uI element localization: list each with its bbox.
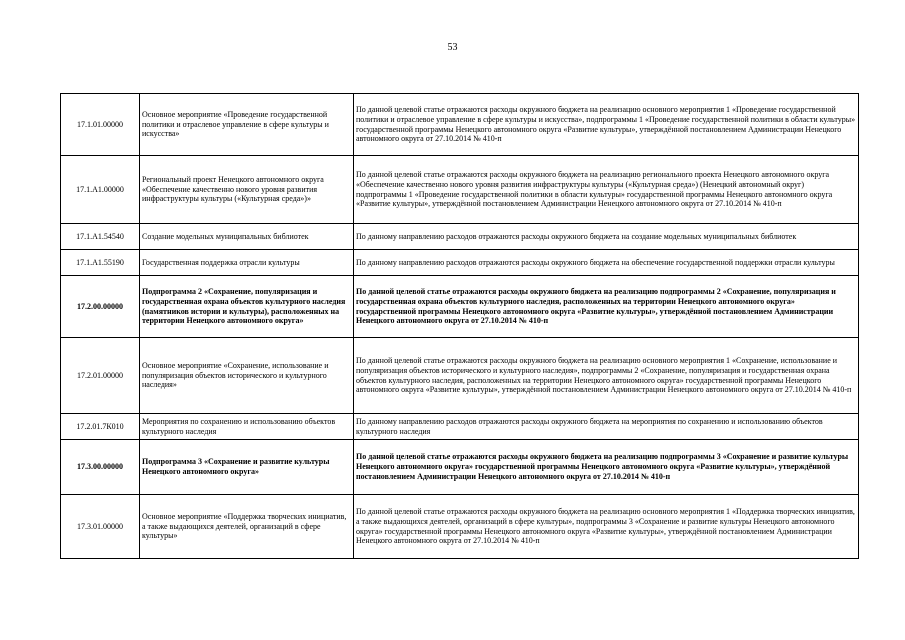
table-row [61,338,859,414]
table-row [61,276,859,338]
row-name: Основное мероприятие «Поддержка творческих инициатив, а также выдающихся деятелей, организаций в сфере культуры» [140,495,354,559]
row-description: По данному направлению расходов отражаются расходы окружного бюджета на создание модельных муниципальных библиотек [354,224,859,250]
row-code: 17.2.01.7К010 [61,414,140,440]
row-description: По данной целевой статье отражаются расходы окружного бюджета на реализацию основного мероприятия 1 «Поддержка творческих инициатив, а также выдающихся деятелей, организаций в сфере культуры», подпрограммы 3 «Сохранение и развитие культуры Ненецкого автономного округа» государственной программы Ненецкого автономного округа «Развитие культуры», утверждённой постановлением Администрации Ненецкого автономного округа от 27.10.2014 № 410-п [354,495,859,559]
row-name: Основное мероприятие «Проведение государственной политики и отраслевое управление в сфере культуры и искусства» [140,94,354,156]
row-code: 17.3.00.00000 [61,440,140,495]
row-description: По данной целевой статье отражаются расходы окружного бюджета на реализацию регионального проекта Ненецкого автономного округа «Обеспечение качественно нового уровня развития инфраструктуры культуры («Культурная среда») (Ненецкий автономный округ) подпрограммы 1 «Проведение государственной политики в области культуры» государственной программы Ненецкого автономного округа «Развитие культуры», утверждённой постановлением Администрации Ненецкого автономного округа от 27.10.2014 № 410-п [354,156,859,224]
row-code: 17.2.01.00000 [61,338,140,414]
row-code: 17.2.00.00000 [61,276,140,338]
row-code: 17.1.A1.55190 [61,250,140,276]
row-name: Мероприятия по сохранению и использованию объектов культурного наследия [140,414,354,440]
table-row [61,94,859,156]
row-name: Подпрограмма 2 «Сохранение, популяризация и государственная охрана объектов культурного наследия (памятников истории и культуры), расположенных на территории Ненецкого автономного округа» [140,276,354,338]
table-row [61,440,859,495]
table-row [61,495,859,559]
row-description: По данной целевой статье отражаются расходы окружного бюджета на реализацию подпрограммы 3 «Сохранение и развитие культуры Ненецкого автономного округа» государственной программы Ненецкого автономного округа «Развитие культуры», утверждённой постановлением Администрации Ненецкого автономного округа от 27.10.2014 № 410-п [354,440,859,495]
budget-classification-table [60,93,859,559]
row-name: Основное мероприятие «Сохранение, использование и популяризация объектов исторического и культурного наследия» [140,338,354,414]
row-description: По данному направлению расходов отражаются расходы окружного бюджета на мероприятия по сохранению и использованию объектов культурного наследия [354,414,859,440]
row-description: По данной целевой статье отражаются расходы окружного бюджета на реализацию основного мероприятия 1 «Проведение государственной политики и отраслевое управление в сфере культуры и искусства», подпрограммы 1 «Проведение государственной политики в области культуры» государственной программы Ненецкого автономного округа «Развитие культуры», утверждённой постановлением Администрации Ненецкого автономного округа от 27.10.2014 № 410-п [354,94,859,156]
row-code: 17.3.01.00000 [61,495,140,559]
row-code: 17.1.A1.54540 [61,224,140,250]
row-name: Подпрограмма 3 «Сохранение и развитие культуры Ненецкого автономного округа» [140,440,354,495]
row-name: Создание модельных муниципальных библиотек [140,224,354,250]
row-description: По данной целевой статье отражаются расходы окружного бюджета на реализацию основного мероприятия 1 «Сохранение, использование и популяризация объектов исторического и культурного наследия», подпрограммы 2 «Сохранение, популяризация и государственная охрана объектов культурного наследия, расположенных на территории Ненецкого автономного округа» государственной программы Ненецкого автономного округа «Развитие культуры», утверждённой постановлением Администрации Ненецкого автономного округа от 27.10.2014 № 410-п [354,338,859,414]
row-code: 17.1.01.00000 [61,94,140,156]
row-name: Региональный проект Ненецкого автономного округа «Обеспечение качественно нового уровня развития инфраструктуры культуры («Культурная среда»)» [140,156,354,224]
table-row [61,414,859,440]
table-row [61,224,859,250]
table-row [61,250,859,276]
page-number: 53 [447,42,458,53]
table-row [61,156,859,224]
row-code: 17.1.A1.00000 [61,156,140,224]
row-name: Государственная поддержка отрасли культуры [140,250,354,276]
row-description: По данному направлению расходов отражаются расходы окружного бюджета на обеспечение государственной поддержки отрасли культуры [354,250,859,276]
row-description: По данной целевой статье отражаются расходы окружного бюджета на реализацию подпрограммы 2 «Сохранение, популяризация и государственная охрана объектов культурного наследия, расположенных на территории Ненецкого автономного округа» государственной программы Ненецкого автономного округа «Развитие культуры», утверждённой постановлением Администрации Ненецкого автономного округа от 27.10.2014 № 410-п [354,276,859,338]
